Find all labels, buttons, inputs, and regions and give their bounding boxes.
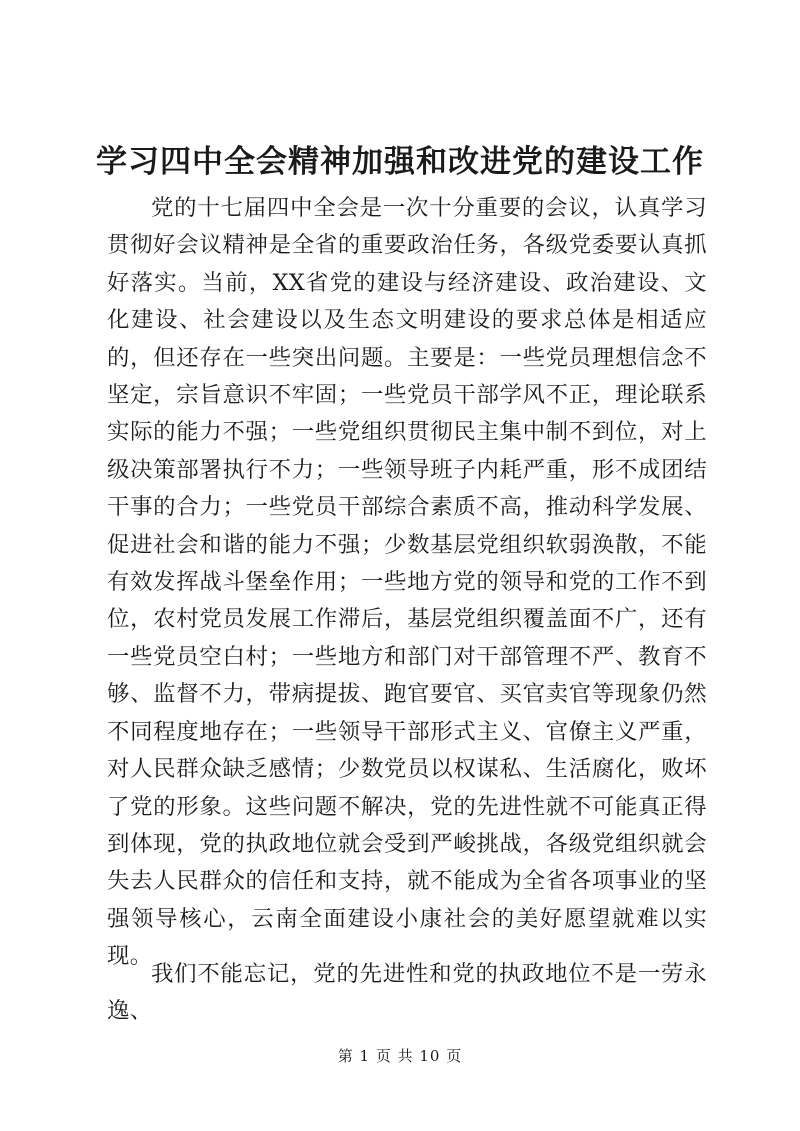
page-title: 学习四中全会精神加强和改进党的建设工作 — [96, 144, 704, 180]
body-paragraph: 党的十七届四中全会是一次十分重要的会议，认真学习贯彻好会议精神是全省的重要政治任务，各级党委要认真抓好落实。当前，XX省党的建设与经济建设、政治建设、文化建设、社会建设以及生态文明建设的要求总体是相适应的，但还存在一些突出问题。主要是：一些党员理想信念不坚定，宗旨意识不牢固；一些党员干部学风不正，理论联系实际的能力不强；一些党组织贯彻民主集中制不到位，对上级决策部署执行不力；一些领导班子内耗严重，形不成团结干事的合力；一些党员干部综合素质不高，推动科学发展、促进社会和谐的能力不强；少数基层党组织软弱涣散，不能有效发挥战斗堡垒作用；一些地方党的领导和党的工作不到位，农村党员发展工作滞后，基层党组织覆盖面不广，还有一些党员空白村；一些地方和部门对干部管理不严、教育不够、监督不力，带病提拔、跑官要官、买官卖官等现象仍然不同程度地存在；一些领导干部形式主义、官僚主义严重，对人民群众缺乏感情；少数党员以权谋私、生活腐化，败坏了党的形象。这些问题不解决，党的先进性就不可能真正得到体现，党的执政地位就会受到严峻挑战，各级党组织就会失去人民群众的信任和支持，就不能成为全省各项事业的坚强领导核心，云南全面建设小康社会的美好愿望就难以实现。 — [107, 195, 707, 970]
body-paragraph: 我们不能忘记，党的先进性和党的执政地位不是一劳永逸、 — [107, 961, 707, 1025]
page-number-footer: 第 1 页 共 10 页 — [337, 1047, 463, 1065]
